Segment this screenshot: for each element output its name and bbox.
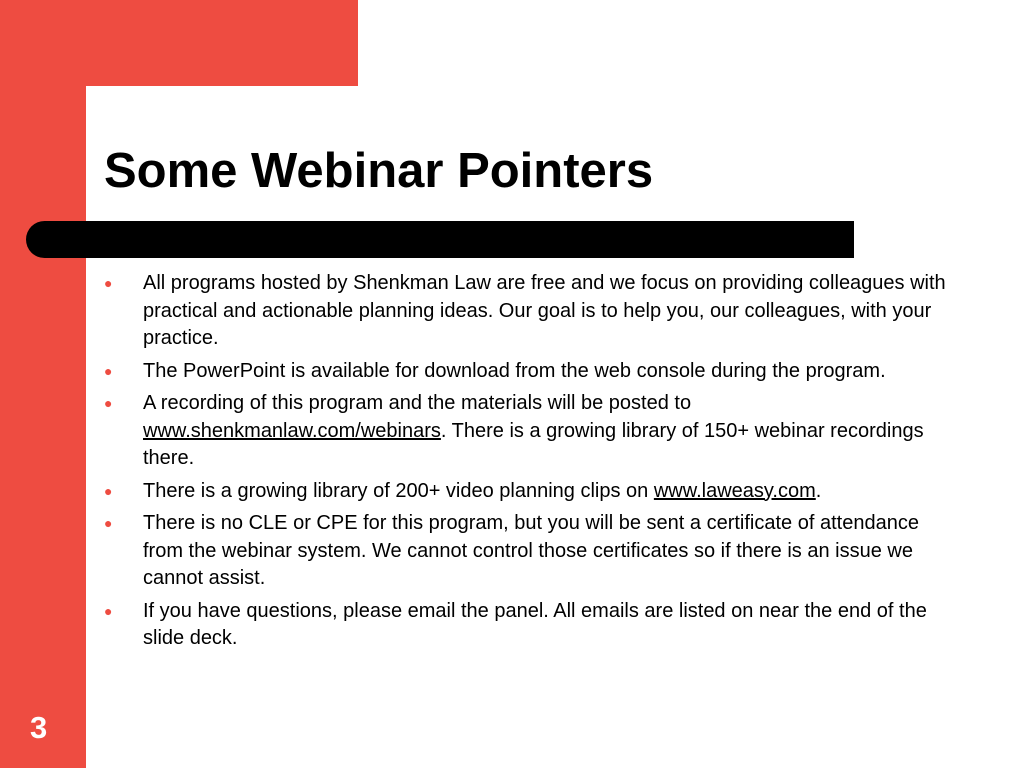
bullet-item (104, 478, 964, 506)
bullet-item (104, 510, 964, 593)
bullet-dot-icon: ● (104, 515, 113, 531)
bullet-text: . There is a growing library of 150+ webinar recordings there. (143, 419, 924, 469)
red-top-band (0, 0, 358, 86)
bullet-list (104, 270, 964, 658)
bullet-text: All programs hosted by Shenkman Law are free and we focus on providing colleagues with practical and actionable planning ideas. Our goal is to help you, our colleagues, with your practice. (143, 272, 946, 349)
bullet-item (104, 270, 964, 353)
bullet-dot-icon: ● (104, 482, 113, 499)
slide-title: Some Webinar Pointers (104, 144, 654, 198)
red-side-band (0, 0, 86, 768)
bullet-text: There is a growing library of 200+ video planning clips on (143, 479, 654, 502)
bullet-dot-icon: ● (104, 362, 113, 379)
webinars-link[interactable]: www.shenkmanlaw.com/webinars (143, 419, 441, 442)
bullet-item (104, 390, 964, 473)
bullet-item (104, 598, 964, 653)
bullet-text: . (815, 479, 822, 502)
laweasy-link[interactable]: www.laweasy.com (653, 479, 816, 502)
title-underline-bar (26, 221, 854, 258)
bullet-dot-icon: ● (104, 275, 113, 291)
bullet-text: A recording of this program and the materials will be posted to (143, 392, 692, 414)
bullet-item (104, 358, 964, 386)
bullet-dot-icon: ● (104, 602, 113, 619)
bullet-text: If you have questions, please email the panel. All emails are listed on near the end of the slide deck. (143, 599, 927, 649)
slide-number: 3 (30, 710, 48, 745)
bullet-dot-icon: ● (104, 395, 113, 411)
bullet-text: The PowerPoint is available for download from the web console during the program. (143, 359, 886, 382)
bullet-text: There is no CLE or CPE for this program, but you will be sent a certificate of attendance from the webinar system. We cannot control those certificates so if there is an issue we cannot assist. (143, 512, 919, 589)
